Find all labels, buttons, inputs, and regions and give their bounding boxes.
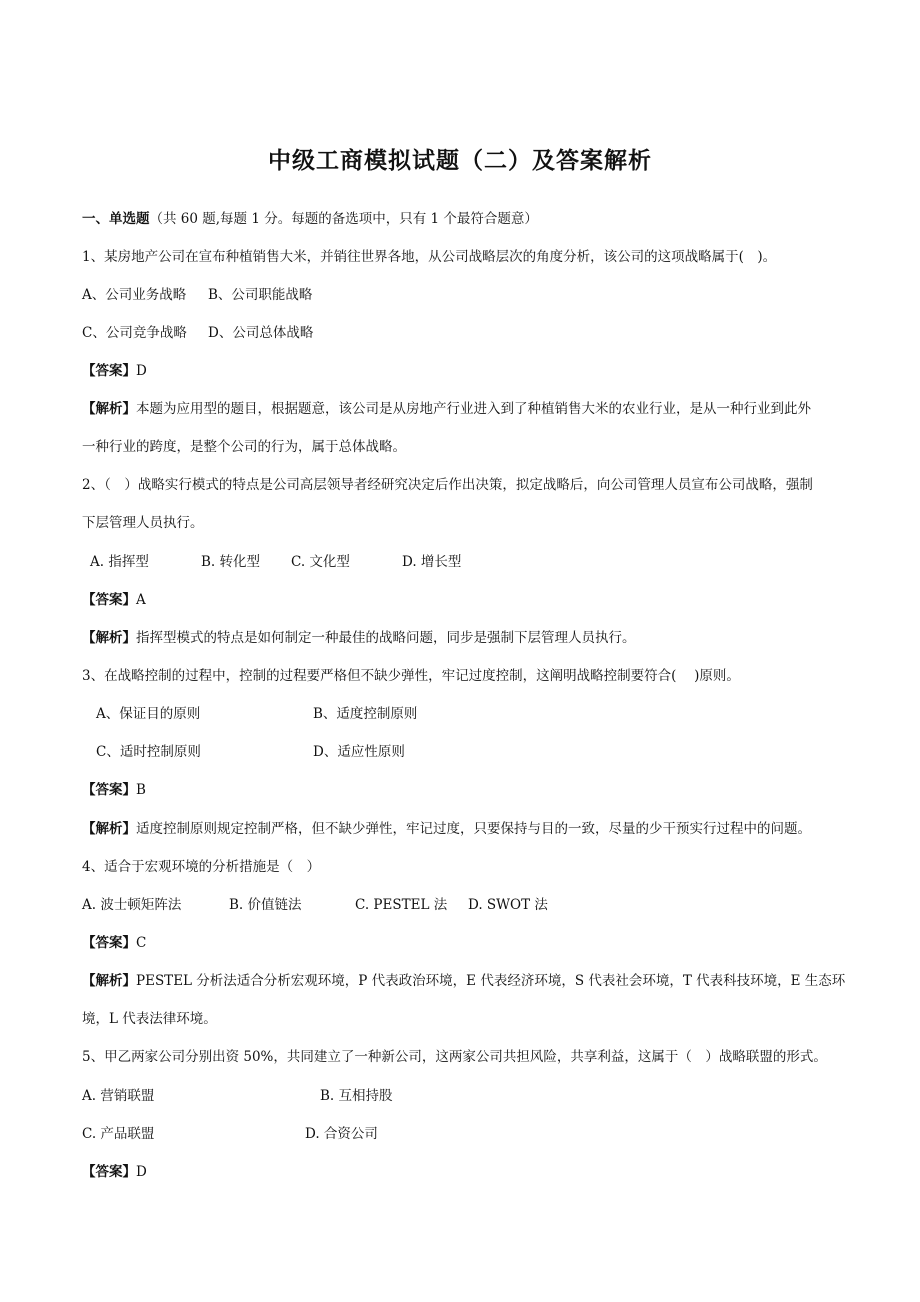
q4-option-a: A. 波士顿矩阵法 — [82, 897, 182, 913]
analysis-tag: 【解析】 — [82, 401, 136, 417]
q3-option-c: C、适时控制原则 — [96, 744, 201, 760]
answer-tag: 【答案】 — [82, 935, 136, 951]
answer-tag: 【答案】 — [82, 1164, 136, 1180]
q1-analysis-cont: 一种行业的跨度，是整个公司的行为，属于总体战略。 — [82, 439, 406, 455]
q4-option-d: D. SWOT 法 — [468, 897, 548, 913]
q4-option-b: B. 价值链法 — [229, 897, 302, 913]
q1-option-a: A、公司业务战略 — [82, 287, 187, 303]
page-title: 中级工商模拟试题（二）及答案解析 — [268, 147, 652, 174]
q2-option-d: D. 增长型 — [402, 554, 462, 570]
section-heading-line — [82, 210, 538, 228]
answer-tag: 【答案】 — [82, 363, 136, 379]
analysis-text: 本题为应用型的题目，根据题意，该公司是从房地产行业进入到了种植销售大米的农业行业，是从一种行业到此外 — [136, 401, 811, 417]
analysis-text: 适度控制原则规定控制严格，但不缺少弹性，牢记过度，只要保持与目的一致，尽量的少干预实行过程中的问题。 — [136, 821, 811, 837]
q2-answer — [82, 591, 146, 609]
q2-option-b: B. 转化型 — [201, 554, 261, 570]
q3-option-d: D、适应性原则 — [313, 744, 405, 760]
analysis-text: PESTEL 分析法适合分析宏观环境，P 代表政治环境，E 代表经济环境，S 代表社会环境，T 代表科技环境，E 生态环 — [136, 973, 846, 989]
analysis-tag: 【解析】 — [82, 821, 136, 837]
analysis-tag: 【解析】 — [82, 630, 136, 646]
q5-option-c: C. 产品联盟 — [82, 1126, 155, 1142]
q1-answer — [82, 362, 147, 380]
q2-option-a: A. 指挥型 — [90, 554, 149, 570]
q5-option-a: A. 营销联盟 — [82, 1088, 155, 1104]
section-heading: 一、单选题 — [82, 211, 150, 227]
q4-option-c: C. PESTEL 法 — [355, 897, 448, 913]
analysis-text: 指挥型模式的特点是如何制定一种最佳的战略问题，同步是强制下层管理人员执行。 — [136, 630, 636, 646]
question-4-stem: 4、适合于宏观环境的分析措施是（ ） — [82, 859, 321, 875]
question-3-stem: 3、在战略控制的过程中，控制的过程要严格但不缺少弹性，牢记过度控制，这阐明战略控制要符合( )原则。 — [82, 668, 740, 684]
analysis-tag: 【解析】 — [82, 973, 136, 989]
q3-option-b: B、适度控制原则 — [313, 706, 418, 722]
question-2-stem: 2、（ ）战略实行模式的特点是公司高层领导者经研究决定后作出决策，拟定战略后，向公司管理人员宣布公司战略，强制 — [82, 477, 813, 493]
q4-analysis-cont: 境，L 代表法律环境。 — [82, 1011, 217, 1027]
question-2-stem-cont: 下层管理人员执行。 — [82, 515, 204, 531]
q4-answer — [82, 934, 146, 952]
q1-analysis — [82, 400, 811, 418]
answer-value: B — [136, 782, 146, 798]
q2-analysis — [82, 629, 636, 647]
answer-tag: 【答案】 — [82, 592, 136, 608]
answer-value: D — [136, 363, 147, 379]
answer-value: C — [136, 935, 147, 951]
answer-value: D — [136, 1164, 147, 1180]
q2-option-c: C. 文化型 — [291, 554, 350, 570]
q5-option-b: B. 互相持股 — [320, 1088, 393, 1104]
answer-value: A — [136, 592, 146, 608]
question-5-stem: 5、甲乙两家公司分别出资 50%，共同建立了一种新公司，这两家公司共担风险，共享利益，这属于（ ）战略联盟的形式。 — [82, 1049, 827, 1065]
q5-option-d: D. 合资公司 — [305, 1126, 378, 1142]
q4-analysis — [82, 972, 845, 990]
q3-option-a: A、保证目的原则 — [96, 706, 201, 722]
q5-answer — [82, 1163, 147, 1181]
q1-option-c: C、公司竞争战略 — [82, 325, 187, 341]
q3-analysis — [82, 820, 811, 838]
answer-tag: 【答案】 — [82, 782, 136, 798]
q1-option-b: B、公司职能战略 — [208, 287, 313, 303]
q3-answer — [82, 781, 146, 799]
question-1-stem: 1、某房地产公司在宣布种植销售大米，并销往世界各地，从公司战略层次的角度分析，该公司的这项战略属于( )。 — [82, 249, 777, 265]
q1-option-d: D、公司总体战略 — [208, 325, 314, 341]
section-note: （共 60 题,每题 1 分。每题的备选项中，只有 1 个最符合题意） — [149, 211, 538, 227]
